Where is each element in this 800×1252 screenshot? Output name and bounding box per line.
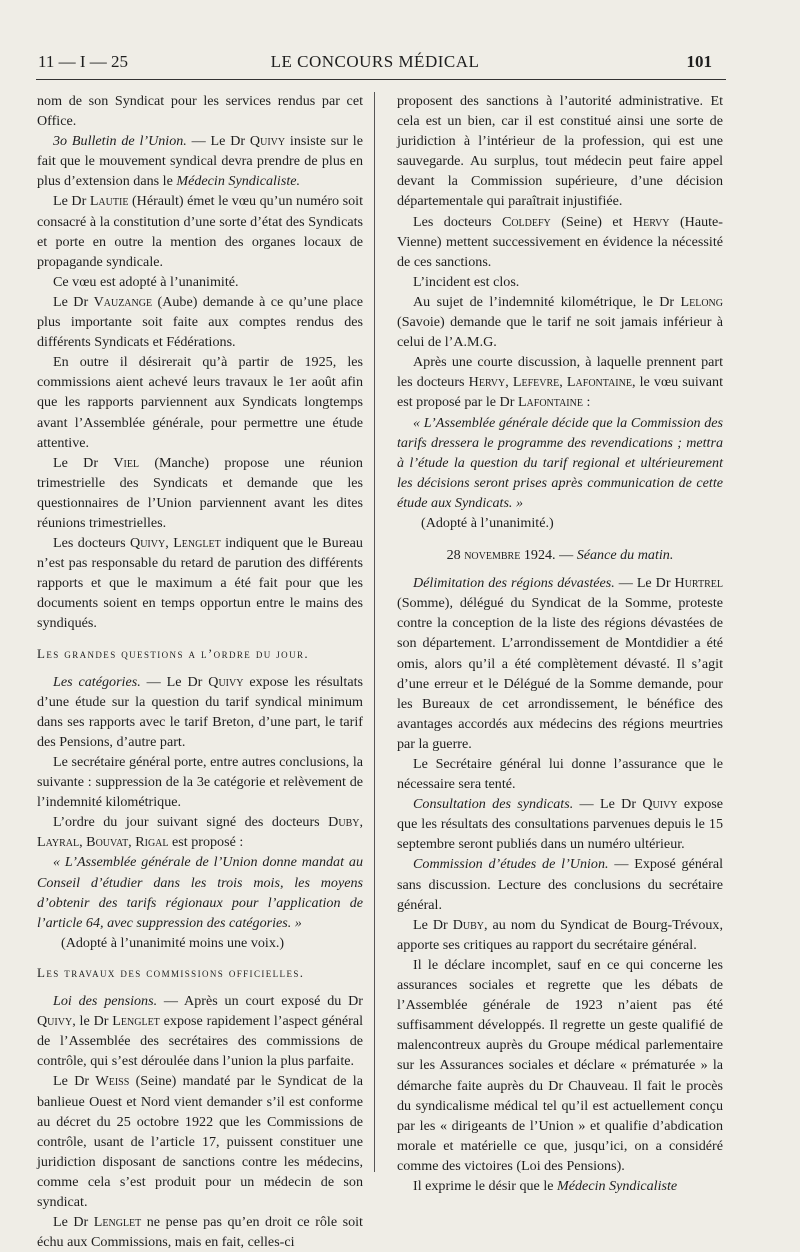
text: Il exprime le désir que le <box>413 1177 558 1194</box>
resolution-quote: « L’Assemblée générale décide que la Commission des tarifs dressera le programme des revendications ; mettra à l’étude la question du tarif regional et ultérieurement les décisions seront prises après communication de cette étude aux Syndicats. » <box>397 414 723 511</box>
person-name: Vauzange <box>93 293 153 310</box>
paragraph <box>37 1212 363 1252</box>
section-lead: Commission d’études de l’Union. <box>413 856 609 873</box>
paragraph <box>37 1071 363 1212</box>
section-lead: 3o Bulletin de l’Union. <box>53 133 187 150</box>
resolution-quote: « L’Assemblée générale de l’Union donne mandat au Conseil d’étudier dans les trois mois, les moyens d’obtenir des tarifs régionaux pour l’application de l’article 64, avec suppression des catégories. » <box>37 854 363 931</box>
text: ne pense pas qu’en droit ce rôle soit échu aux Commissions, mais en fait, celles-ci <box>37 1214 363 1251</box>
paragraph <box>37 991 363 1071</box>
vote-result: (Adopté à l’unanimité moins une voix.) <box>61 934 285 951</box>
journal-name: Médecin Syndicaliste <box>557 1177 678 1194</box>
journal-title: LE CONCOURS MÉDICAL <box>270 52 480 71</box>
paragraph: Le secrétaire général porte, entre autres conclusions, la suivante : suppression de la 3e catégorie et relèvement de l’indemnité kilométrique. <box>37 754 363 811</box>
person-name: Quivy <box>130 535 166 552</box>
text: — Le Dr <box>186 133 250 150</box>
journal-name: Médecin Syndicaliste. <box>176 173 301 190</box>
page-number: 101 <box>686 52 712 71</box>
paragraph: Il le déclare incomplet, sauf en ce qui concerne les assurances sociales et regrette que les débats de l’Assemblée générale de 1923 n’aient pas été suffisamment développés. Il regrette un geste qualifié de malencontreux auprès du Groupe médical parlementaire sur les Assurances sociales et déclare « prématurée » la démarche faite auprès du Dr Chauveau. Il fait le procès du syndicalisme médical tel qu’il est actuellement conçu par les « dirigeants de l’Union » et qualifie d’abdication morale et matérielle ce que, jusqu’ici, on a considéré comme des victoires (Loi des Pensions). <box>397 956 723 1174</box>
text: — Le Dr <box>614 575 675 592</box>
paragraph <box>397 794 723 854</box>
text: Le Dr <box>53 1214 94 1231</box>
text: (Haute-Vienne) mettent successivement en évidence la nécessité de ces sanctions. <box>397 213 723 270</box>
text: expose rapidement l’aspect général de l’Assemblée des secrétaires des commissions de contrôle, qui s’est déroulée dans l’union la plus parfaite. <box>37 1013 363 1070</box>
section-lead: Délimitation des régions dévastées. <box>413 575 615 592</box>
text: — <box>555 547 577 564</box>
text: (Somme), délégué du Syndicat de la Somme, proteste contre la conception de la liste des régions dévastées de son département. L’arrondissement de Montdidier a été omis, alors qu’il a été complètement dévasté. Il s’agit d’une erreur et le Délégué de la Somme demande, pour les Bureaux de cet arrondissement, le bénéfice des avantages accordés aux médecins des régions meurtries par la guerre. <box>397 595 723 752</box>
paragraph <box>37 533 363 633</box>
section-lead: Consultation des syndicats. <box>413 796 574 813</box>
paragraph: L’incident est clos. <box>413 273 520 290</box>
text: est proposé : <box>168 834 244 851</box>
text: — Exposé général sans discussion. Lecture des conclusions du secrétaire général. <box>397 856 723 913</box>
text: — Après un court exposé du Dr <box>157 993 363 1010</box>
paragraph <box>37 812 363 852</box>
person-name: Lafontaine <box>517 394 583 411</box>
session-date: 28 novembre 1924. <box>446 547 556 564</box>
text: , au nom du Syndicat de Bourg-Trévoux, apporte ses critiques au rapport du secrétaire général. <box>397 916 723 953</box>
person-name: Lelong <box>680 293 723 310</box>
text: Le Dr <box>53 293 94 310</box>
text: (Hérault) émet le vœu qu’un numéro soit consacré à la constitution d’une sorte d’état des Syndicats et porte en outre la mention des organes locaux de propagande syndicale. <box>37 193 363 270</box>
person-name: Hurtrel <box>674 575 723 592</box>
person-name: Lenglet <box>112 1013 160 1030</box>
left-column <box>37 91 363 1252</box>
section-lead: Loi des pensions. <box>53 993 158 1010</box>
person-name: Lenglet <box>93 1214 142 1231</box>
person-name: Quivy <box>249 133 286 150</box>
text: Les docteurs <box>413 213 502 230</box>
person-name: Lautie <box>89 193 129 210</box>
page-header <box>38 52 712 76</box>
paragraph <box>37 292 363 352</box>
section-heading: Les grandes questions a l’ordre du jour. <box>37 645 310 661</box>
paragraph <box>397 915 723 955</box>
section-lead: Les catégories. <box>53 673 141 690</box>
text: expose que les résultats des consultations parvenues depuis le 15 septembre seront publiés dans un numéro ultérieur. <box>397 796 723 853</box>
session-heading <box>397 545 723 565</box>
person-names: Duby, Layral, Bouvat, Rigal <box>37 814 363 851</box>
text: expose les résultats d’une étude sur la question du tarif syndical minimum dans ses rapports avec le tarif Breton, d’une part, le tarif des Pensions, d’autre part. <box>37 673 363 750</box>
paragraph <box>397 854 723 914</box>
text: (Manche) propose une réunion trimestrielle des Syndicats et demande que les questionnaires de l’Union parviennent avant les dites réunions trimestrielles. <box>37 454 363 531</box>
section-heading: Les travaux des commissions officielles. <box>37 964 305 980</box>
text: , le vœu suivant est proposé par le Dr <box>397 374 724 411</box>
header-rule <box>36 79 726 80</box>
person-name: Quivy <box>37 1013 73 1030</box>
text: — Le Dr <box>573 796 643 813</box>
person-name: Quivy <box>208 673 244 690</box>
text: Le Dr <box>53 1073 96 1090</box>
text: — Le Dr <box>140 673 209 690</box>
text: (Aube) demande à ce qu’une place plus importante soit faite aux comptes rendus des différents Syndicats et Fédérations. <box>37 293 363 351</box>
text: , <box>165 535 174 552</box>
paragraph <box>37 191 363 271</box>
text: Les docteurs <box>53 535 131 552</box>
paragraph <box>37 131 363 191</box>
text: Au sujet de l’indemnité kilométrique, le Dr <box>413 293 681 310</box>
text: insiste sur le fait que le mouvement syndical devra prendre de plus en plus d’extension dans le <box>37 133 363 190</box>
paragraph <box>37 453 363 533</box>
text: , le Dr <box>72 1013 113 1030</box>
paragraph: Le Secrétaire général lui donne l’assurance que le nécessaire sera tenté. <box>397 756 723 793</box>
text: (Seine) et <box>550 213 633 230</box>
person-name: Quivy <box>642 796 678 813</box>
paragraph: En outre il désirerait qu’à partir de 1925, les commissions aient achevé leurs travaux le 1er août afin que les rapports parviennent aux Syndicats longtemps avant l’Assemblée générale, pour permettre une étude attentive. <box>37 354 363 451</box>
text: : <box>582 394 591 411</box>
right-column <box>397 91 723 1196</box>
paragraph <box>397 212 723 272</box>
paragraph <box>397 352 723 412</box>
text: Après une courte discussion, à laquelle prennent part les docteurs <box>397 354 723 391</box>
paragraph <box>37 672 363 752</box>
paragraph: Ce vœu est adopté à l’unanimité. <box>53 273 239 290</box>
person-name: Hervy <box>632 213 670 230</box>
person-names: Hervy, Lefevre, Lafontaine <box>468 374 632 391</box>
text: Le Dr <box>53 454 114 471</box>
paragraph <box>397 573 723 754</box>
text: L’ordre du jour suivant signé des docteurs <box>53 814 329 831</box>
person-name: Lenglet <box>173 535 221 552</box>
paragraph: proposent des sanctions à l’autorité administrative. Et cela est un bien, car il est constitué ainsi une sorte de juridiction à l’intérieur de la profession, qui est une sauvegarde. Au surplus, tout médecin peut faire appel devant la Commission supérieure, d’une décision départementale qui paraîtrait injustifiée. <box>397 93 723 210</box>
text: (Seine) mandaté par le Syndicat de la banlieue Ouest et Nord vient demander s’il est conforme au décret du 25 octobre 1922 que les Commissions de contrôle, usant de l’article 17, puissent constituer une juridiction disposant de sanctions contre les médecins, comme cela s’est produit pour un médecin de son syndicat. <box>37 1073 363 1210</box>
vote-result: (Adopté à l’unanimité.) <box>421 514 554 531</box>
person-name: Duby <box>452 916 485 933</box>
text: (Savoie) demande que le tarif ne soit jamais inférieur à celui de l’A.M.G. <box>397 314 723 351</box>
session-label: Séance du matin. <box>576 547 674 564</box>
paragraph: nom de son Syndicat pour les services rendus par cet Office. <box>37 93 363 130</box>
paragraph <box>397 292 723 352</box>
text: indiquent que le Bureau n’est pas responsable du retard de parution des différents rapports et que le maximum a été fait pour que les documents soient en temps opportun entre le mains des syndiqués. <box>37 535 363 632</box>
issue-date: 11 — I — 25 <box>38 52 129 71</box>
text: Le Dr <box>53 193 90 210</box>
person-name: Viel <box>113 454 140 471</box>
person-name: Coldefy <box>501 213 551 230</box>
paragraph <box>397 1176 723 1196</box>
person-name: Weiss <box>95 1073 130 1090</box>
text: Le Dr <box>413 916 453 933</box>
column-divider <box>374 92 375 1172</box>
